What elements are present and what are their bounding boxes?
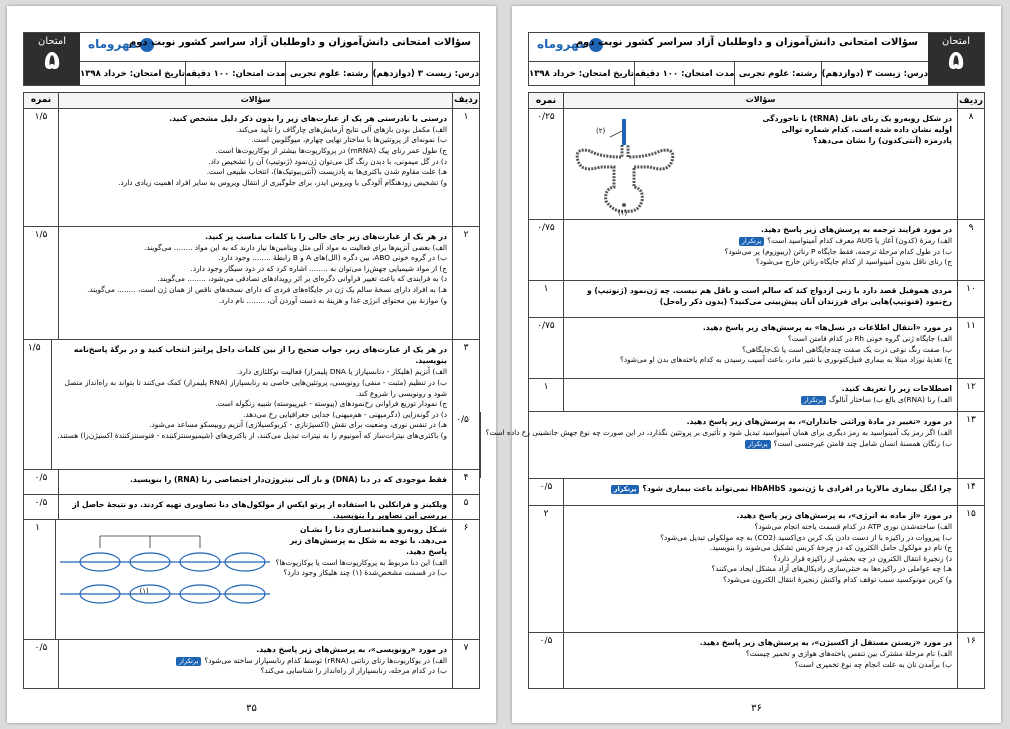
question-stem: در مورد «انتقال اطلاعات در نسل‌ها» به پرسش‌های زیر پاسخ دهید. [702,323,952,332]
question-row [529,506,984,633]
question-row [24,109,479,227]
question-body [58,495,452,519]
question-part: الف) رنا (RNA)ی بالغ ب) ساختار آنالوگپرتکرار [569,395,952,406]
question-row [24,495,479,520]
question-stem: در مورد فرایند ترجمه به پرسش‌های زیر پاسخ دهید. [761,225,952,234]
question-number: ۶ [452,520,479,639]
exam-header [23,32,480,86]
question-number: ۱۳ [957,412,984,478]
question-stem: در مورد «رونویسی»، به پرسش‌های زیر پاسخ دهید. [256,644,447,654]
question-body [58,470,452,494]
question-part: ب) در قسمت مشخص‌شدهٔ (۱) چند هلیکاز وجود دارد؟ [283,568,447,578]
question-part: الف) در یوکاریوت‌ها رنای رناتنی (rRNA) توسط کدام رنابسپاراز ساخته می‌شود؟پرتکرار [64,656,447,667]
page-36 [456,6,1001,723]
page-35 [7,6,496,723]
date-label: تاریخ امتحان: خرداد ۱۳۹۸ [80,68,185,79]
question-part: و) باکتری‌های نیترات‌ساز که آمونیوم را به نیترات تبدیل می‌کنند، از باکتری‌های (شیمیوسنتزکننده - فتوسنتزکنندهٔ اکسیژن‌زا) هستند. [57,430,447,440]
replication-figure [60,528,270,632]
question-score: ۱/۵ [34,111,48,122]
question-score: ۲ [543,509,549,519]
question-stem: اصطلاحات زیر را تعریف کنید. [841,384,952,393]
question-part: و) کربن مونوکسید سبب توقف کدام واکنش زنجیرهٔ انتقال الکترون می‌شود؟ [722,574,952,584]
question-row [529,479,984,506]
question-body [55,520,453,639]
header-row-number: ردیف [957,93,984,108]
question-body [563,506,957,632]
question-number: ۷ [452,640,479,688]
question-number: ۱۲ [957,379,984,411]
exam-info-row [529,61,928,85]
question-part: ب) در طول کدام مرحلهٔ ترجمه، فقط جایگاه P رناتن (ریبوزوم) پر می‌شود؟ [724,246,952,256]
question-number: ۳ [452,340,479,469]
question-part: ب) در گروه خونی ABO، بین دگره (الل)‌های A و B رابطهٔ ........ وجود دارد. [218,253,447,263]
question-row [24,340,479,470]
date-label: تاریخ امتحان: خرداد ۱۳۹۸ [529,68,634,79]
question-part: ج) تغذیهٔ نوزاد مبتلا به بیماری فنیل‌کتونوری با شیر مادر، باعث آسیب رسیدن به کدام یاخته‌های بدن او می‌شود؟ [619,355,952,365]
question-score: ۰/۵ [34,642,48,653]
exam-header [528,32,985,86]
header-score: نمره [535,95,557,106]
question-score: ۰/۷۵ [537,223,555,233]
question-body [51,340,452,469]
question-row [529,318,984,379]
exam-number: ۵ [948,46,964,76]
replication-label-1: (۱) [139,586,149,595]
duration-label: مدت امتحان: ۱۰۰ دقیقه [634,62,734,85]
exam-label: امتحان [38,36,66,47]
question-stem: در مورد «از ماده به انرژی»، به پرسش‌های زیر پاسخ دهید. [736,511,952,520]
question-part: هـ) به افراد دارای نسخهٔ سالم یک ژن در جایگاه‌های فردی که دارای نسخه‌های ناقص از همان ژن است، ........ می‌گویند. [87,284,447,294]
question-number: ۱ [452,109,479,226]
question-row [529,220,984,281]
question-part: الف) رمزهٔ (کدون) آغاز یا AUG معرف کدام آمینواسید است؟پرتکرار [569,236,952,247]
field-label: رشته: علوم تجربی [285,62,371,85]
frequent-badge: پرتکرار [176,657,201,666]
frequent-badge: پرتکرار [745,440,770,449]
question-score: ۰/۵ [34,473,48,484]
header-row-number: ردیف [452,93,479,108]
exam-info-row [80,61,479,85]
table-header [24,93,479,109]
question-part: الف) این دنا مربوط به پروکاریوت‌ها است یا یوکاریوت‌ها؟ [275,557,447,567]
question-number: ۸ [957,109,984,219]
question-number: ۱۵ [957,506,984,632]
question-part: ج) از مواد شیمیایی جهش‌زا می‌توان به ........ اشاره کرد که در دود سیگار وجود دارد. [190,263,447,273]
question-row [24,640,479,688]
question-stem: در هر یک از عبارت‌های زیر، جواب صحیح را از بین کلمات داخل پرانتز انتخاب کنید و در برگهٔ پاسخ‌نامه بنویسید. [73,345,447,366]
frequent-badge: پرتکرار [611,485,640,494]
question-stem: ویلکینز و فرانکلین با استفاده از پرتو ایکس از مولکول‌های دنا تصاویری تهیه کردند. دو نتیجهٔ حاصل از بررسی این تصاویر را بنویسید. [72,499,447,520]
question-score: ۰/۲۵ [537,112,555,122]
question-stem: مردی هموفیل قصد دارد با زنی ازدواج کند که سالم است و ناقل هم نیست. چه ژن‌نمود (ژنوتیپ) و رخ‌نمود (فنوتیپ)‌هایی برای فرزندان آنان پیش‌بینی می‌کنید؟ (بدون ذکر راه‌حل) [586,286,952,306]
frequent-badge: پرتکرار [801,396,826,405]
question-part: الف) آنزیم (هلیکاز - دنابسپاراز یا DNA پلیمراز) فعالیت نوکلئازی دارد. [236,367,447,377]
question-number: ۱۰ [957,281,984,317]
question-part: هـ) علت مقاوم شدن باکتری‌ها به پادزیست (آنتی‌بیوتیک‌ها)، انتخاب طبیعی است. [206,167,447,177]
exam-title: سؤالات امتحانی دانش‌آموزان و داوطلبان آزاد سراسر کشور نوبت دوم [128,37,471,48]
question-number: ۲ [452,227,479,340]
question-body [563,479,957,505]
question-body [480,412,957,478]
question-stem: در مورد «زیستن مستقل از اکسیژن»، به پرسش‌های زیر پاسخ دهید. [699,638,952,647]
question-part: ب) زنگان همسنهٔ انسان شامل چند فامتن غیرجنسی است؟پرتکرار [486,439,952,450]
question-stem: شـکل روبه‌رو همانندسـازی دنا را نشـان می‌دهد. با توجه به شکل به پرسش‌های زیر پاسخ دهید. [289,524,447,556]
question-score: ۱ [543,284,549,294]
question-number: ۱۱ [957,318,984,378]
question-part: ب) پیرووات در راکیزه با از دست دادن یک کربن دی‌اکسید (CO2) به چه مولکولی تبدیل می‌شود؟ [660,532,952,542]
question-part: ب) نمونه‌ای از پروتئین‌ها با ساختار نهایی چهارم، میوگلوبین است. [251,135,447,145]
questions-table [456,92,985,689]
replication-diagram [60,528,270,628]
question-body [563,633,957,688]
question-body [563,109,957,219]
question-part: ج) نام دو مولکول حامل الکترون که در چرخهٔ کربس تشکیل می‌شوند را بنویسید. [709,543,952,553]
question-stem: در مورد «تغییر در مادهٔ وراثتی جانداران»، به پرسش‌های زیر پاسخ دهید. [686,417,952,426]
question-score: ۰/۵ [34,497,48,508]
question-stem: چرا انگل بیماری مالاریا در افرادی با ژن‌نمود HbAHbS نمی‌تواند باعث بیماری شود؟پرتکرار [569,483,952,494]
question-number: ۵ [452,495,479,519]
exam-number: ۵ [44,46,60,76]
question-part: ج) طول عمر رنای پیک (mRNA) در پروکاریوت‌ها بیشتر از یوکاریوت‌ها است. [215,146,447,156]
question-score: ۱/۵ [27,343,41,354]
header-score: نمره [30,95,52,106]
question-score: ۱/۵ [34,229,48,240]
page-number: ۳۵ [246,703,257,714]
publisher-logo: مهروماه [88,37,154,52]
question-row [529,281,984,318]
question-row [24,470,479,495]
question-part: د) به فرایندی که باعث تغییر فراوانی دگره‌ای بر اثر رویدادهای تصادفی می‌شود، ........ می‌گویند. [157,274,447,284]
question-row [456,412,984,479]
question-part: ب) در تنظیم (مثبت - منفی) رونویسی، پروتئین‌هایی خاصی به رنابسپاراز (RNA پلیمراز) کمک می‌کنند تا بتواند به راه‌انداز متصل [64,378,447,387]
exam-title: سؤالات امتحانی دانش‌آموزان و داوطلبان آزاد سراسر کشور نوبت دوم [575,37,918,48]
question-part: و) تشخیص زودهنگام آلودگی با ویروس ایدز، برای جلوگیری از انتقال ویروس به سایر افراد اهمیت زیادی دارد. [118,177,447,187]
question-part: الف) جایگاه ژنی گروه خونی Rh در کدام فامتن است؟ [787,334,952,343]
question-score: ۰/۷۵ [537,321,555,331]
question-part: الف) نام مرحلهٔ مشترک بین تنفس یاخته‌های هوازی و تخمیر چیست؟ [745,649,952,658]
question-row [529,379,984,412]
field-label: رشته: علوم تجربی [734,62,820,85]
question-number: ۱۶ [957,633,984,688]
course-label: درس: زیست ۳ (دوازدهم) [372,62,479,85]
question-number: ۱۴ [957,479,984,505]
publisher-logo: مهروماه [537,37,603,52]
question-part: ب) برآمدن نان به علت انجام چه نوع تخمیری است؟ [794,659,952,669]
page-number: ۳۶ [751,703,762,714]
question-part: الف) ساخته‌شدن نوری ATP در کدام قسمت یاخته انجام می‌شود؟ [754,522,952,531]
trna-label-2: (۱) [618,209,628,217]
header-questions: سؤالات [58,93,452,108]
exam-number-box [24,33,80,85]
question-body [563,379,957,411]
question-stem: در هر یک از عبارت‌های زیر جای خالی را با کلمات مناسب پر کنید. [205,231,447,241]
question-part: الف) بعضی آنزیم‌ها برای فعالیت به مواد آلی مثل ویتامین‌ها نیاز دارند که به این مواد ........ می‌گویند. [144,242,447,252]
question-score: ۰/۵ [539,636,553,646]
question-score: ۰/۵ [539,482,553,492]
header-questions: سؤالات [563,93,957,108]
question-body [58,227,452,340]
trna-figure [570,117,680,219]
question-body [563,220,957,280]
question-score: ۱ [35,522,40,533]
question-part: ج) رنای ناقل بدون آمینواسید از کدام جایگاه رناتن خارج می‌شود؟ [755,257,952,267]
question-part: د) در گل میمونی، با دیدن رنگ گل می‌توان ژن‌نمود (ژنوتیپ) آن را تشخیص داد. [208,156,447,166]
question-part: و) موازنهٔ بین محتوای انرژی غذا و هزینهٔ به دست آوردن آن، ........ نام دارد. [218,295,447,305]
question-part: د) زنجیرهٔ انتقال الکترون در چه بخشی از راکیزه قرار دارد؟ [773,553,952,563]
question-body [563,318,957,378]
question-score: ۰/۵ [456,415,469,425]
question-number: ۴ [452,470,479,494]
question-part: ب) صفت رنگ نوعی ذرت یک صفت چندجایگاهی است یا تک‌جایگاهی؟ [742,344,952,354]
question-row [529,109,984,220]
frequent-badge: پرتکرار [739,237,764,246]
question-part: هـ) چه عواملی در راکیزه‌ها به خنثی‌سازی رادیکال‌های آزاد مشکل ایجاد می‌کنند؟ [711,564,952,574]
question-part: ج) نمودار توزیع فراوانی رخ‌نمودهای (پیوسته - غیرپیوسته) شبیه زنگوله است. [215,399,447,409]
exam-label: امتحان [942,36,970,47]
question-body [58,109,452,226]
duration-label: مدت امتحان: ۱۰۰ دقیقه [185,62,285,85]
question-part: د) در گونه‌زایی (دگرمیهنی - هم‌میهنی) جدایی جغرافیایی رخ می‌دهد. [243,409,447,419]
question-score: ۱ [543,382,549,392]
table-header [529,93,984,109]
question-number: ۹ [957,220,984,280]
question-part: الف) اگر رمز یک آمینواسید به رمز دیگری برای همان آمینواسید تبدیل شود و تأثیری بر پروتئین نگذارد، در این صورت چه نوع جهش جانشینی رخ داده است؟ [485,428,952,437]
question-row [529,633,984,688]
question-body [563,281,957,317]
question-part: هـ) در تنفس نوری، وضعیت برای نقش (اکسیژنازی - کربوکسیلازی) آنزیم روبیسکو مساعد می‌شود. [149,420,447,430]
question-row [24,227,479,341]
question-stem: فقط موجودی که در دنا (DNA) و باز آلی نیتروژن‌دار اختصاصی رنا (RNA) را بنویسید. [130,475,447,485]
question-row [24,520,479,640]
course-label: درس: زیست ۳ (دوازدهم) [821,62,928,85]
question-part: ب) در کدام مرحله، رنابسپاراز از راه‌انداز را شناسایی می‌کند؟ [260,666,447,676]
questions-table [23,92,480,689]
trna-diagram [570,117,680,215]
trna-label-1: (۲) [596,127,606,135]
question-part: الف) مکمل بودن بازهای آلی نتایج آزمایش‌های چارگاف را تأیید می‌کند. [235,124,447,134]
exam-number-box [928,33,984,85]
question-stem: در شکل روبه‌رو یک رنای ناقل (tRNA) با تاخوردگی اولیه نشان داده شده است. کدام شماره توالی پادرمزه (آنتی‌کدون) را نشان می‌دهد؟ [762,114,952,145]
question-stem: درستی یا نادرستی هر یک از عبارت‌های زیر را بدون ذکر دلیل مشخص کنید. [169,113,447,123]
question-part: شود و رونویسی را شروع کند. [355,388,447,398]
question-body [58,640,452,688]
